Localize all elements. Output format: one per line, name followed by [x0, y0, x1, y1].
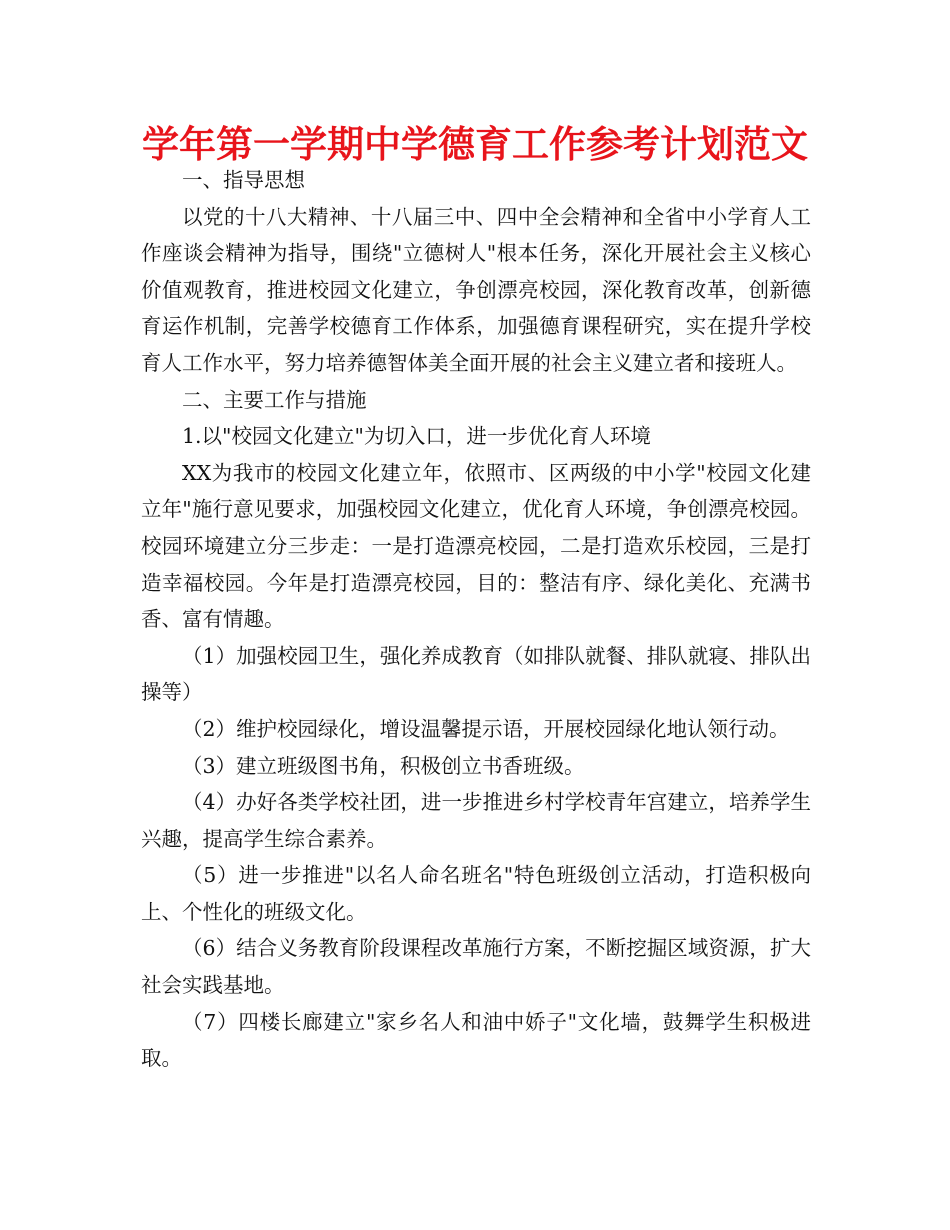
section-heading-main-work: 二、主要工作与措施: [182, 387, 367, 412]
subheading-campus-culture: 1.以"校园文化建立"为切入口，进一步优化育人环境: [182, 424, 651, 449]
list-item-1: （1）加强校园卫生，强化养成教育（如排队就餐、排队就寝、排队出操等）: [141, 643, 811, 705]
list-item-3: （3）建立班级图书角，积极创立书香班级。: [182, 753, 585, 778]
document-title: 学年第一学期中学德育工作参考计划范文: [142, 123, 808, 166]
list-item-7: （7）四楼长廊建立"家乡名人和油中娇子"文化墙，鼓舞学生积极进取。: [141, 1009, 811, 1071]
paragraph-campus-culture: XX为我市的校园文化建立年，依照市、区两级的中小学"校园文化建立年"施行意见要求，加强校园文化建立，优化育人环境，争创漂亮校园。校园环境建立分三步走：一是打造漂亮校园，二是打造欢乐校园，三是打造幸福校园。今年是打造漂亮校园，目的：整洁有序、绿化美化、充满书香、富有情趣。: [141, 460, 811, 632]
list-item-6: （6）结合义务教育阶段课程改革施行方案，不断挖掘区域资源，扩大社会实践基地。: [141, 936, 811, 998]
section-heading-guiding-ideology: 一、指导思想: [182, 168, 305, 192]
list-item-5: （5）进一步推进"以名人命名班名"特色班级创立活动，打造积极向上、个性化的班级文化。: [141, 863, 811, 924]
document-body: [141, 162, 811, 1077]
list-item-4: （4）办好各类学校社团，进一步推进乡村学校青年宫建立，培养学生兴趣，提高学生综合素养。: [141, 790, 811, 851]
paragraph-guiding-ideology: 以党的十八大精神、十八届三中、四中全会精神和全省中小学育人工作座谈会精神为指导，围绕"立德树人"根本任务，深化开展社会主义核心价值观教育，推进校园文化建立，争创漂亮校园，深化教育改革，创新德育运作机制，完善学校德育工作体系，加强德育课程研究，实在提升学校育人工作水平，努力培养德智体美全面开展的社会主义建立者和接班人。: [141, 204, 811, 375]
list-item-2: （2）维护校园绿化，增设温馨提示语，开展校园绿化地认领行动。: [182, 716, 790, 741]
